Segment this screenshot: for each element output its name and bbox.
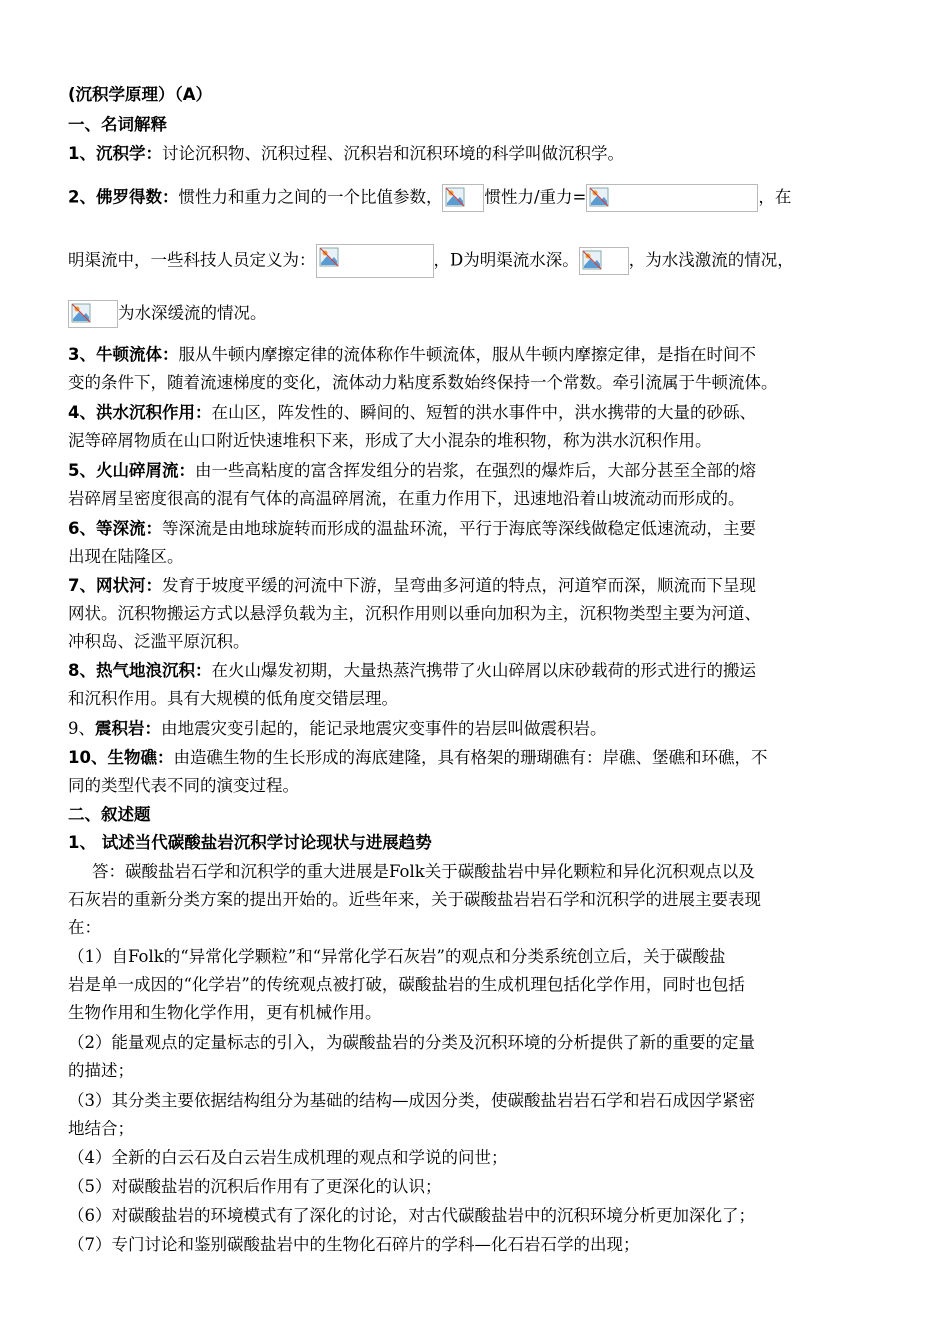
term-2-line-3: 为水深缓流的情况。 xyxy=(68,300,267,328)
answer-line: 岩是单一成因的“化学岩”的传统观点被打破，碳酸盐岩的生成机理包括化学作用，同时也包括 xyxy=(68,975,745,994)
section-heading-2: 二、叙述题 xyxy=(68,805,151,824)
term-7-line-1: 7、网状河：发育于坡度平缓的河流中下游，呈弯曲多河道的特点，河道窄而深，顺流而下呈现 xyxy=(68,576,756,595)
term-3-line-2: 变的条件下，随着流速梯度的变化，流体动力粘度系数始终保持一个常数。牵引流属于牛顿流体。 xyxy=(68,373,778,392)
term-7-line-2: 网状。沉积物搬运方式以悬浮负载为主，沉积作用则以垂向加积为主，沉积物类型主要为河道、 xyxy=(68,604,761,623)
term-6-line-2: 出现在陆隆区。 xyxy=(68,547,184,566)
document-title: (沉积学原理）（A） xyxy=(68,85,213,104)
term-9: 9、震积岩：由地震灾变引起的，能记录地震灾变事件的岩层叫做震积岩。 xyxy=(68,719,607,738)
broken-image-icon xyxy=(579,247,629,275)
broken-image-icon xyxy=(68,300,118,328)
answer-line: 的描述； xyxy=(68,1061,134,1080)
term-3-line-1: 3、牛顿流体：服从牛顿内摩擦定律的流体称作牛顿流体，服从牛顿内摩擦定律，是指在时间不 xyxy=(68,345,756,364)
term-7-line-3: 冲积岛、泛滥平原沉积。 xyxy=(68,632,250,651)
term-8-line-2: 和沉积作用。具有大规模的低角度交错层理。 xyxy=(68,689,398,708)
answer-line: （6）对碳酸盐岩的环境模式有了深化的讨论，对古代碳酸盐岩中的沉积环境分析更加深化了； xyxy=(68,1206,755,1225)
term-10-line-1: 10、生物礁：由造礁生物的生长形成的海底建隆，具有格架的珊瑚礁有：岸礁、堡礁和环礁，不 xyxy=(68,748,768,767)
answer-line: 在： xyxy=(68,918,101,937)
answer-line: 石灰岩的重新分类方案的提出开始的。近些年来，关于碳酸盐岩岩石学和沉积学的进展主要表现 xyxy=(68,890,761,909)
answer-line: （7）专门讨论和鉴别碳酸盐岩中的生物化石碎片的学科—化石岩石学的出现； xyxy=(68,1235,640,1254)
section-heading-1: 一、名词解释 xyxy=(68,115,167,134)
term-1: 1、沉积学：讨论沉积物、沉积过程、沉积岩和沉积环境的科学叫做沉积学。 xyxy=(68,144,624,163)
answer-line: 生物作用和生物化学作用，更有机械作用。 xyxy=(68,1003,382,1022)
term-8-line-1: 8、热气地浪沉积：在火山爆发初期，大量热蒸汽携带了火山碎屑以床砂载荷的形式进行的搬运 xyxy=(68,661,756,680)
answer-line: （3）其分类主要依据结构组分为基础的结构—成因分类，使碳酸盐岩岩石学和岩石成因学紧密 xyxy=(68,1091,755,1110)
term-5-line-1: 5、火山碎屑流：由一些高粘度的富含挥发组分的岩浆，在强烈的爆炸后，大部分甚至全部的熔 xyxy=(68,461,756,480)
term-6-line-1: 6、等深流：等深流是由地球旋转而形成的温盐环流，平行于海底等深线做稳定低速流动，主要 xyxy=(68,519,756,538)
term-10-line-2: 同的类型代表不同的演变过程。 xyxy=(68,776,299,795)
term-2-line-2: 明渠流中，一些科技人员定义为： ，D为明渠流水深。 ，为水浅激流的情况， xyxy=(68,244,794,278)
term-4-line-2: 泥等碎屑物质在山口附近快速堆积下来，形成了大小混杂的堆积物，称为洪水沉积作用。 xyxy=(68,431,712,450)
broken-image-icon xyxy=(442,184,484,212)
answer-line: （4）全新的白云石及白云岩生成机理的观点和学说的问世； xyxy=(68,1148,508,1167)
answer-line: 地结合； xyxy=(68,1119,134,1138)
question-1: 1、 试述当代碳酸盐岩沉积学讨论现状与进展趋势 xyxy=(68,833,432,852)
answer-line: （5）对碳酸盐岩的沉积后作用有了更深化的认识； xyxy=(68,1177,442,1196)
term-4-line-1: 4、洪水沉积作用：在山区，阵发性的、瞬间的、短暂的洪水事件中，洪水携带的大量的砂砾、 xyxy=(68,403,756,422)
answer-line: 答：碳酸盐岩石学和沉积学的重大进展是Folk关于碳酸盐岩中异化颗粒和异化沉积观点以及 xyxy=(92,862,755,881)
answer-line: （2）能量观点的定量标志的引入，为碳酸盐岩的分类及沉积环境的分析提供了新的重要的定量 xyxy=(68,1033,755,1052)
answer-line: （1）自Folk的“异常化学颗粒”和“异常化学石灰岩”的观点和分类系统创立后，关于碳酸盐 xyxy=(68,947,726,966)
term-2-line-1: 2、佛罗得数：惯性力和重力之间的一个比值参数， 惯性力/重力= ，在 xyxy=(68,184,791,212)
broken-image-icon xyxy=(586,184,758,212)
broken-image-icon xyxy=(316,244,434,278)
term-5-line-2: 岩碎屑呈密度很高的混有气体的高温碎屑流，在重力作用下，迅速地沿着山坡流动而形成的。 xyxy=(68,489,745,508)
